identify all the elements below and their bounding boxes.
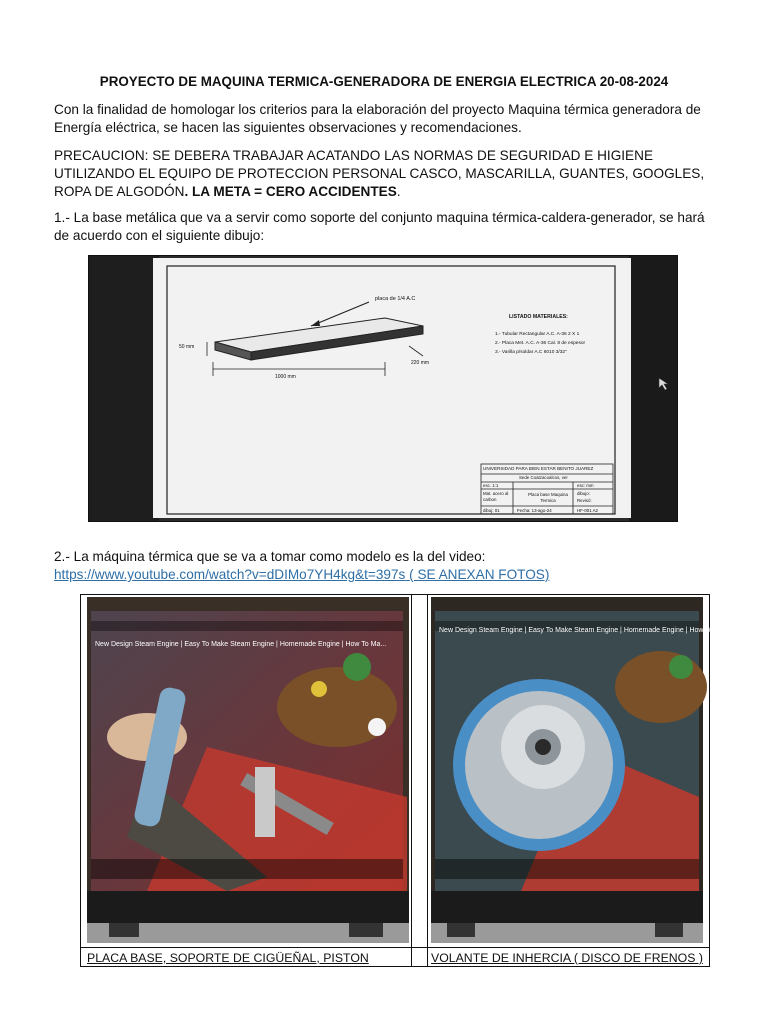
material-item: 3.- Varilla p/soldar A.C 6010 3/32" [495, 350, 567, 355]
titleblock-material: Mat. acero al carbon [483, 491, 509, 502]
titleblock-date: Fecha: 13-ago-24 [517, 508, 552, 513]
intro-paragraph: Con la finalidad de homologar los criterios para la elaboración del proyecto Maquina térmica generadora de Energía eléctrica, se hacen las siguientes observaciones y recomendaciones. [54, 102, 701, 135]
material-item: 1.- Tubular Rectangular A.C. A-36 2 X 1 [495, 332, 580, 337]
caption-2: VOLANTE DE INHERCIA ( DISCO DE FRENOS ) [431, 951, 703, 965]
base-plate-drawing [88, 255, 678, 522]
titleblock-drawing-number: dibuj: 01 [483, 508, 500, 513]
safety-goal: . LA META = CERO ACCIDENTES [184, 184, 397, 199]
dimension-width: 220 mm [411, 360, 430, 366]
photos-table [80, 594, 731, 967]
titleblock-sheet: HF-001 A2 [577, 508, 598, 513]
precaution-end: . [396, 184, 401, 199]
photo-engine-base-image [87, 597, 409, 943]
item-2-paragraph [54, 548, 718, 584]
video-link[interactable]: https://www.youtube.com/watch?v=dDIMo7YH4kg&t=397s [54, 567, 406, 582]
titleblock-scale: esc. 1:1 [483, 483, 499, 488]
titleblock-drawn: dibujo: [577, 491, 590, 496]
video-title-1: New Design Steam Engine | Easy To Make Steam Engine | Homemade Engine | How To Ma... [95, 641, 387, 648]
precaution-text: PRECAUCION: SE DEBERA TRABAJAR ACATANDO LAS NORMAS DE SEGURIDAD E HIGIENE UTILIZANDO EL EQUIPO DE PROTECCION PERSONAL CASCO, MASCARILLA, GUANTES, GOOGLES, ROPA DE ALGODÓN [54, 148, 705, 199]
material-item: 2.- Placa Met. A.C. A-36 Cal. 8 de espesor [495, 341, 586, 346]
materials-list [495, 330, 585, 357]
dimension-length: 1000 mm [275, 374, 296, 380]
video-title-2: New Design Steam Engine | Easy To Make Steam Engine | Homemade Engine | How To Ma... [439, 627, 731, 634]
titleblock-name: Placa base Maquina Termica [528, 492, 568, 503]
materials-title: LISTADO MATERIALES: [509, 314, 568, 320]
photo-engine-base [87, 597, 409, 943]
photo-flywheel [431, 597, 731, 943]
photo-flywheel-image [431, 597, 731, 943]
dimension-height: 50 mm [179, 344, 195, 350]
precaution-paragraph [54, 147, 718, 201]
video-line [54, 566, 718, 584]
item-2-text: 2.- La máquina térmica que se va a tomar como modelo es la del video: [54, 549, 486, 564]
caption-1: PLACA BASE, SOPORTE DE CIGÜEÑAL, PISTON [87, 951, 369, 965]
titleblock-revision: Revisó: [577, 498, 592, 503]
titleblock-university: UNIVERSIDAD PARA BIEN ESTAR BENITO JUAREZ [483, 466, 594, 471]
titleblock-units: esc: mm [577, 483, 594, 488]
video-note: ( SE ANEXAN FOTOS) [409, 567, 550, 582]
plate-label: placa de 1/4 A.C [375, 296, 416, 302]
item-1-paragraph: 1.- La base metálica que va a servir como soporte del conjunto maquina térmica-caldera-generador, se hará de acuerdo con el siguiente dibujo: [54, 210, 705, 243]
titleblock-campus: Sede Coatzacoalcos, ver [519, 475, 568, 480]
document-title: PROYECTO DE MAQUINA TERMICA-GENERADORA DE ENERGIA ELECTRICA 20-08-2024 [99, 74, 669, 89]
